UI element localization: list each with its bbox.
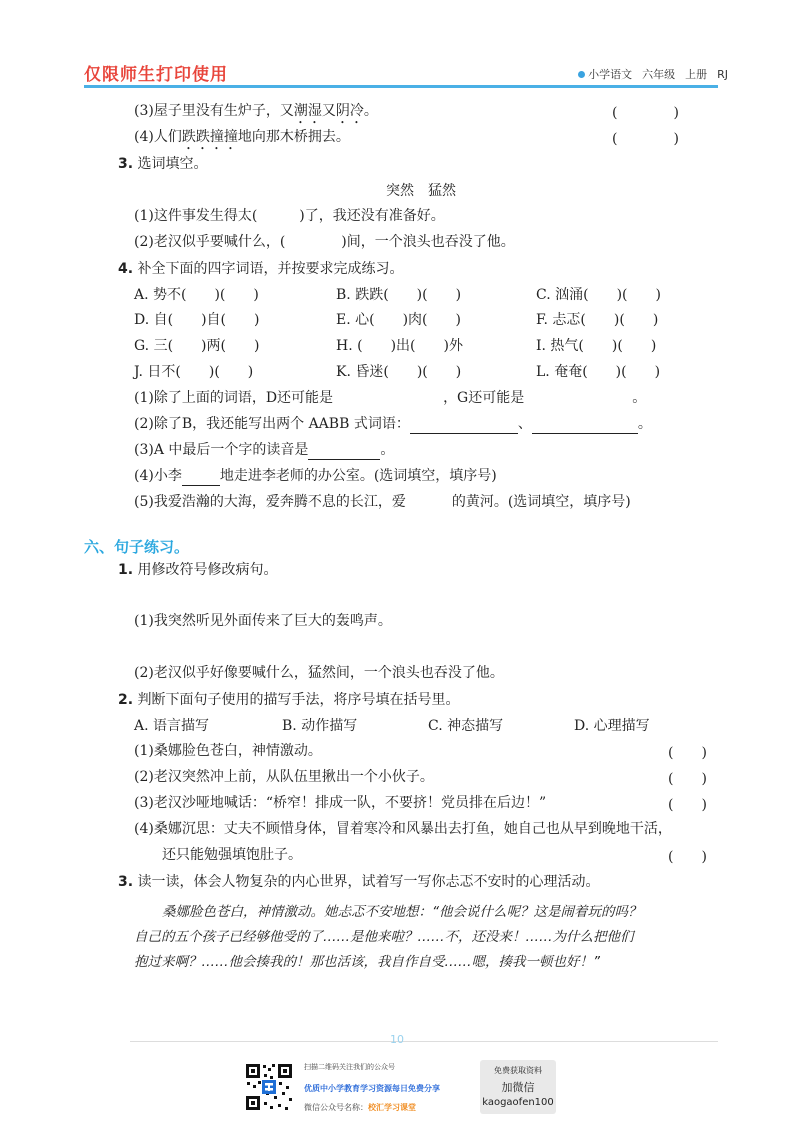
q4-sub-3: (3)A 中最后一个字的读音是 。: [134, 442, 395, 458]
s6-q2-answer-4[interactable]: ( ): [668, 849, 707, 865]
q4-sub-4: (4)小李 地走进李老师的办公室。(选词填空，填序号): [134, 468, 497, 484]
edition-label: RJ: [717, 67, 728, 81]
wechat-box-line-2: 加微信: [501, 1081, 535, 1094]
q4-option-j: J. 日不( )( ): [134, 364, 254, 380]
s6-q1-heading: 1. 用修改符号修改病句。: [118, 562, 278, 578]
q3-sentence-1: (1)这件事发生得太( )了，我还没有准备好。: [134, 208, 445, 224]
s6-q2-sentence-4b: 还只能勉强填饱肚子。: [162, 847, 302, 863]
q4-heading: 4. 补全下面的四字词语，并按要求完成练习。: [118, 261, 404, 277]
item-3-answer-paren[interactable]: ( ): [612, 105, 679, 121]
header-divider: [84, 85, 718, 88]
s6-q3-passage-line-1: 桑娜脸色苍白，神情激动。她忐忑不安地想：“他会说什么呢？这是闹着玩的吗？: [162, 904, 642, 920]
wechat-contact-box[interactable]: [480, 1060, 556, 1114]
q4-sub-2: (2)除了B，我还能写出两个 AABB 式词语： 、 。: [134, 416, 652, 432]
q3-sentence-2: (2)老汉似乎要喊什么，( )间，一个浪头也吞没了他。: [134, 234, 515, 250]
s6-q2-option-d: D. 心理描写: [574, 718, 650, 734]
wechat-box-line-1: 免费获取资料: [494, 1066, 542, 1075]
s6-q2-answer-3[interactable]: ( ): [668, 797, 707, 813]
s6-q2-sentence-4a: (4)桑娜沉思：丈夫不顾惜身体，冒着寒冷和风暴出去打鱼，她自己也从早到晚地干活，: [134, 821, 672, 837]
item-3-sentence: (3)屋子里没有生炉子，又潮湿又阴冷。: [134, 103, 378, 119]
q4-option-i: I. 热气( )( ): [536, 338, 657, 354]
footer-slogan: 优质中小学教育学习资源每日免费分享: [304, 1084, 440, 1093]
s6-q1-sentence-1: (1)我突然听见外面传来了巨大的轰鸣声。: [134, 613, 392, 629]
q4-option-h: H. ( )出( )外: [336, 338, 463, 354]
header-course-info: [578, 66, 728, 82]
s6-q2-answer-1[interactable]: ( ): [668, 745, 707, 761]
item-4-answer-paren[interactable]: ( ): [612, 131, 679, 147]
q4-option-e: E. 心( )肉( ): [336, 312, 461, 328]
grade-label: 六年级: [642, 68, 676, 81]
q4-option-k: K. 昏迷( )( ): [336, 364, 462, 380]
q4-option-a: A. 势不( )( ): [134, 287, 259, 303]
footer-account: 微信公众号名称：校汇学习课堂: [304, 1103, 416, 1112]
q4-option-l: L. 奄奄( )( ): [536, 364, 661, 380]
q4-sub-5: (5)我爱浩瀚的大海，爱奔腾不息的长江，爱 的黄河。(选词填空，填序号): [134, 494, 631, 510]
s6-q2-sentence-1: (1)桑娜脸色苍白，神情激动。: [134, 743, 322, 759]
q4-option-g: G. 三( )两( ): [134, 338, 260, 354]
wechat-box-line-3: kaogaofen100: [482, 1097, 554, 1108]
q3-heading: 3. 选词填空。: [118, 156, 208, 172]
section-6-title: 六、句子练习。: [84, 538, 190, 556]
subject-label: 小学语文: [578, 66, 632, 82]
header-title: 仅限师生打印使用: [84, 65, 228, 85]
s6-q2-option-b: B. 动作描写: [282, 718, 358, 734]
s6-q1-sentence-2: (2)老汉似乎好像要喊什么，猛然间，一个浪头也吞没了他。: [134, 665, 504, 681]
s6-q2-sentence-3: (3)老汉沙哑地喊话：“桥窄！排成一队，不要挤！党员排在后边！”: [134, 795, 547, 811]
page-number: 10: [390, 1033, 404, 1046]
q4-option-f: F. 忐忑( )( ): [536, 312, 659, 328]
item-4-sentence: (4)人们跌跌撞撞地向那木桥拥去。: [134, 129, 350, 145]
q4-sub-1: (1)除了上面的词语，D还可能是 ，G还可能是 。: [134, 390, 647, 406]
answer-blank-pinyin[interactable]: [308, 459, 380, 460]
s6-q2-option-a: A. 语言描写: [134, 718, 210, 734]
answer-blank-4[interactable]: [182, 485, 220, 486]
s6-q3-passage-line-2: 自己的五个孩子已经够他受的了……是他来啦？……不，还没来！……为什么把他们: [134, 929, 634, 945]
s6-q2-option-c: C. 神态描写: [428, 718, 504, 734]
q4-option-c: C. 汹涌( )( ): [536, 287, 661, 303]
answer-blank-2[interactable]: [532, 433, 638, 434]
volume-label: 上册: [685, 68, 708, 81]
s6-q2-answer-2[interactable]: ( ): [668, 771, 707, 787]
s6-q2-sentence-2: (2)老汉突然冲上前，从队伍里揪出一个小伙子。: [134, 769, 434, 785]
bullet-dot-icon: [578, 71, 585, 78]
q3-word-choices: 突然 猛然: [386, 183, 456, 199]
s6-q3-heading: 3. 读一读，体会人物复杂的内心世界，试着写一写你忐忑不安时的心理活动。: [118, 874, 600, 890]
footer-scan-hint: 扫描二维码关注我们的公众号: [304, 1063, 395, 1071]
s6-q3-passage-line-3: 抱过来啊？……他会揍我的！那也活该，我自作自受……嗯，揍我一顿也好！”: [134, 954, 600, 970]
footer-divider: [130, 1041, 718, 1042]
s6-q2-heading: 2. 判断下面句子使用的描写手法，将序号填在括号里。: [118, 692, 460, 708]
qr-code-icon[interactable]: [244, 1062, 294, 1112]
q4-option-d: D. 自( )自( ): [134, 312, 260, 328]
answer-blank-1[interactable]: [410, 433, 518, 434]
q4-option-b: B. 跌跌( )( ): [336, 287, 462, 303]
